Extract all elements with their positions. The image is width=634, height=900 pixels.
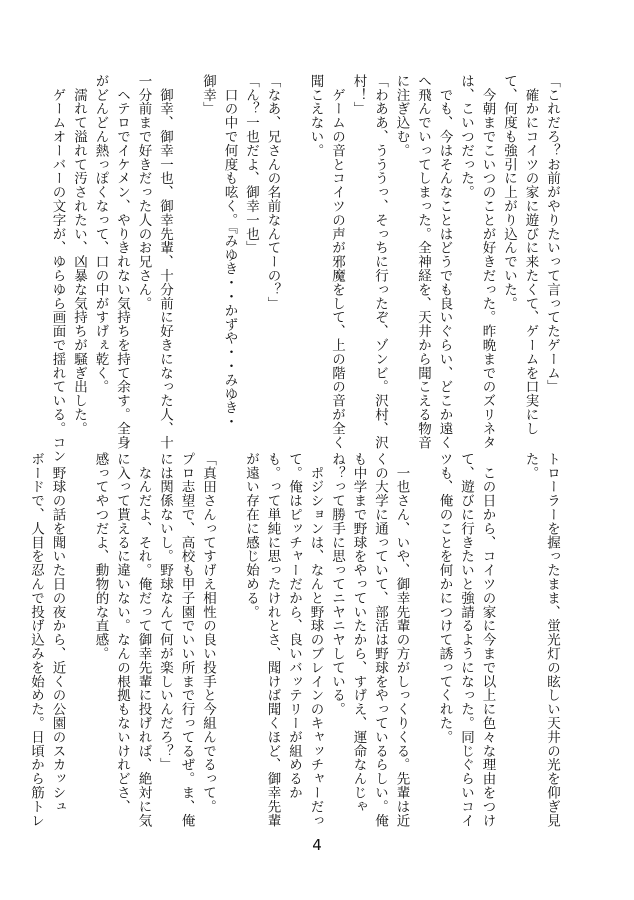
text-line: ゲームの音とコイツの声が邪魔をして、上の階の音が全く	[329, 74, 345, 450]
text-line: 村！」	[350, 74, 367, 116]
text-line: には関係ないし。野球なんて何が楽しいんだろ？」	[157, 452, 173, 772]
text-line: 口の中で何度も呟く。『みゆき・・かずや・・みゆき・	[221, 74, 238, 429]
text-line: ゲームオーバーの文字が、ゆらゆら画面で揺れている。コン	[49, 74, 66, 464]
text-line: でも、今はそんなことはどうでも良いぐらい、どこか遠く	[436, 74, 453, 450]
page-number: 4	[312, 836, 322, 854]
text-line: に注ぎ込む。	[393, 74, 410, 158]
text-line: 「ん？一也だよ、御幸一也」	[243, 74, 259, 255]
upper-text-block	[46, 74, 562, 464]
text-line: は、こいつだった。	[458, 74, 474, 200]
text-line: 一分前まで好きだった人のお兄さん。	[135, 74, 152, 311]
text-line: がどんどん熱っぽくなって、口の中がすげぇ乾く。	[92, 74, 109, 394]
text-line: 「真田さんってすげえ相性の良い投手と今組んでるって。	[200, 452, 216, 814]
text-line: 御幸、御幸一也、御幸先輩、十分前に好きになった人、十	[157, 74, 173, 450]
text-line: 御幸」	[200, 74, 216, 116]
text-line: が遠い存在に感じ始める。	[243, 452, 259, 619]
text-line	[498, 452, 520, 832]
text-line: 「これだろ？お前がやりたいって言ってたゲーム」	[544, 74, 560, 394]
text-line	[283, 74, 305, 426]
text-line	[218, 452, 240, 832]
text-line: 確かにコイツの家に遊びに来たくて、ゲームを口実にし	[522, 74, 539, 436]
text-line: この日から、コイツの家に今まで以上に色々な理由をつけ	[479, 452, 496, 828]
text-line: ね？って勝手に思ってニヤニヤしている。	[329, 452, 345, 717]
lower-text-block	[25, 452, 563, 832]
text-line: も。って単純に思ったけれとさ、聞けば聞くほど、御幸先輩	[264, 452, 281, 828]
text-line: 聞こえない。	[307, 74, 324, 158]
text-line: プロ志望で、高校も甲子園でいい所まで行ってるぜ。ま、俺	[178, 452, 195, 828]
text-line	[412, 452, 434, 832]
text-line	[175, 74, 197, 426]
text-line: 「わああ、うううっ、そっちに行ったぞ、ゾンビ。沢村、沢	[372, 74, 388, 450]
text-line: ヘテロでイケメン、やりきれない気持ちを持て余す。全身	[114, 74, 130, 450]
text-line: 感ってやつだよ、動物的な直感。	[92, 452, 109, 661]
text-line: へ飛んでいってしまった。全神経を、天井から聞こえる物音	[415, 74, 431, 450]
text-line: ボードで、人目を忍んで投げ込みを始めた。日頃から筋トレ	[28, 452, 44, 828]
text-line: くの大学に通っていて、部活は野球をやっているらしい。俺	[372, 452, 388, 828]
text-line: 濡れて溢れて汚されたい、凶暴な気持ちが騒ぎ出した。	[71, 74, 87, 436]
text-line: も中学まで野球をやっていたから、すげえ、運命なんじゃ	[350, 452, 367, 814]
text-line: て、何度も強引に上がり込んでいた。	[501, 74, 517, 311]
text-line: て、遊びに行きたいと強請るようになった。同じぐらいコイ	[458, 452, 474, 828]
text-line: ポジションは、なんと野球のブレインのキャッチャーだっ	[307, 452, 324, 828]
text-line: に入って貰えるに違いない。なんの根拠もないけれどさ、	[114, 452, 130, 814]
text-line: 「なあ、兄さんの名前なんてーの？」	[264, 74, 281, 311]
text-line: 今朝までこいつのことが好きだった。昨晩までのズリネタ	[479, 74, 496, 450]
text-line: なんだよ、それ。俺だって御幸先輩に投げれば、絶対に気	[135, 452, 152, 828]
text-line: た。	[522, 452, 539, 480]
text-line: て。俺はピッチャーだから、良いバッテリーが組めるか	[286, 452, 302, 800]
text-line: ツも、俺のことを何かにつけて誘ってくれた。	[436, 452, 453, 744]
text-line: 野球の話を聞いた日の夜から、近くの公園のスカッシュ	[49, 452, 66, 814]
text-line	[68, 452, 90, 832]
text-line: 一也さん、いや、御幸先輩の方がしっくりくる。先輩は近	[393, 452, 410, 828]
text-line: トローラーを握ったまま、蛍光灯の眩しい天井の光を仰ぎ見	[544, 452, 560, 828]
